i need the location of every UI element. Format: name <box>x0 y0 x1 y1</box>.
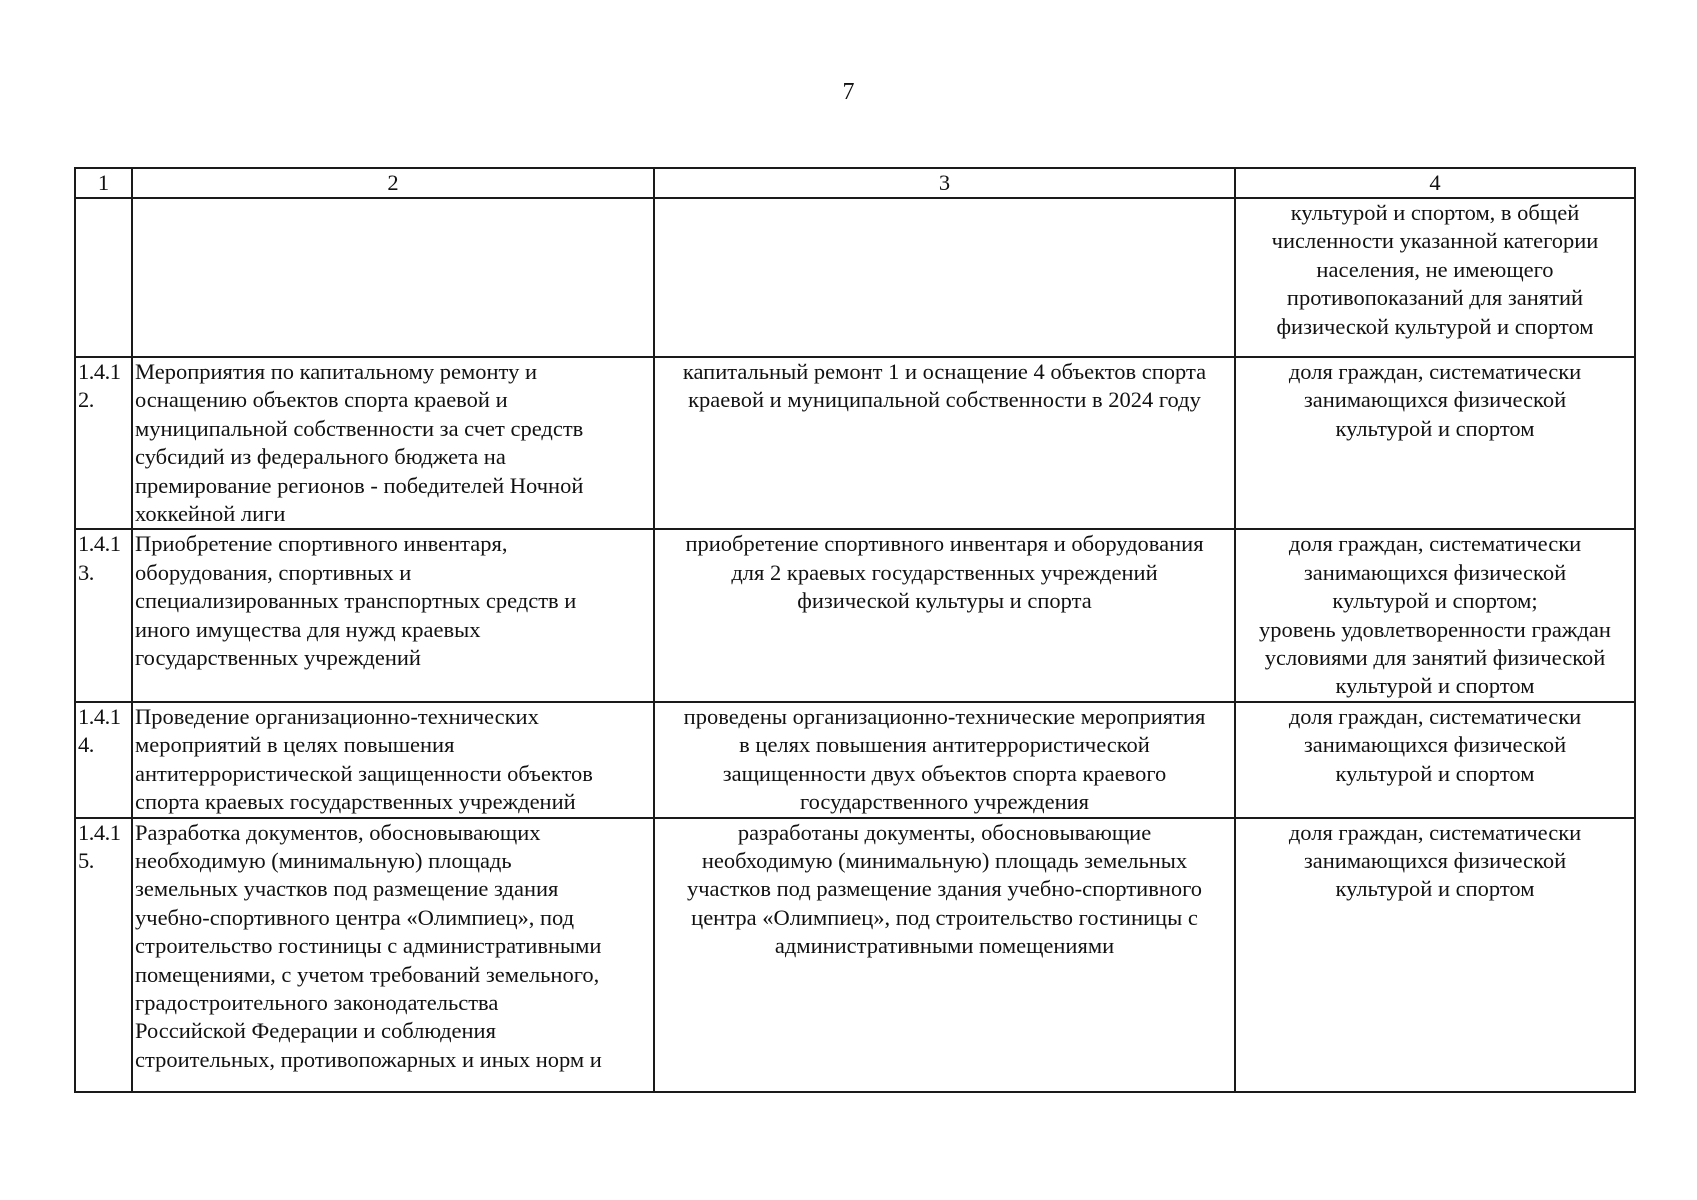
text-line: антитеррористической защищенности объектов <box>135 760 593 786</box>
table-row <box>75 529 1635 701</box>
text-line: государственных учреждений <box>135 645 421 671</box>
text-line: Мероприятия по капитальному ремонту и <box>135 359 537 384</box>
text-line: административными помещениями <box>774 933 1115 959</box>
text-line: участков под размещение здания учебно-спортивного <box>686 876 1203 902</box>
text-line: доля граждан, систематически <box>1288 819 1582 845</box>
text-line: защищенности двух объектов спорта краевого <box>722 760 1167 786</box>
text-line: иного имущества для нужд краевых <box>135 616 481 642</box>
text-line: условиями для занятий физической <box>1264 645 1606 671</box>
text-line: 3. <box>78 559 94 585</box>
measure-name-cell <box>132 357 654 529</box>
text-line: мероприятий в целях повышения <box>135 732 455 758</box>
text-line: специализированных транспортных средств и <box>135 588 577 614</box>
text-line: Приобретение спортивного инвентаря, <box>135 531 508 557</box>
text-line: Российской Федерации и соблюдения <box>135 1018 496 1044</box>
text-line: культурой и спортом <box>1335 760 1535 786</box>
text-line: муниципальной собственности за счет средств <box>135 415 584 441</box>
text-line: необходимую (минимальную) площадь земельных <box>701 847 1188 873</box>
text-line: доля граждан, систематически <box>1288 359 1582 384</box>
measure-name-cell <box>132 529 654 701</box>
text-line: государственного учреждения <box>799 789 1090 815</box>
row-number-cell <box>75 357 132 529</box>
text-line: культурой и спортом, в общей <box>1290 200 1580 225</box>
text-line: в целях повышения антитеррористической <box>739 732 1150 758</box>
text-line: краевой и муниципальной собственности в 2024 году <box>688 387 1201 413</box>
text-line: культурой и спортом; <box>1332 588 1538 614</box>
text-line: спорта краевых государственных учреждений <box>135 789 576 815</box>
expected-result-cell <box>654 818 1235 1092</box>
table-row <box>75 198 1635 357</box>
table-row <box>75 357 1635 529</box>
text-line: культурой и спортом <box>1335 673 1535 699</box>
text-line: доля граждан, систематически <box>1288 703 1582 729</box>
expected-result-cell <box>654 357 1235 529</box>
text-line: занимающихся физической <box>1303 847 1567 873</box>
text-line: проведены организационно-технические мероприятия <box>683 703 1206 729</box>
text-line: Проведение организационно-технических <box>135 703 539 729</box>
text-line: градостроительного законодательства <box>135 989 499 1015</box>
text-line: 1.4.1 <box>78 819 121 845</box>
text-line: разработаны документы, обосновывающие <box>737 819 1152 845</box>
text-line: помещениями, с учетом требований земельного, <box>135 961 600 987</box>
page-number: 7 <box>842 79 855 105</box>
text-line: центра «Олимпиец», под строительство гостиницы с <box>691 904 1198 930</box>
text-line: необходимую (минимальную) площадь <box>135 847 512 873</box>
measures-table <box>74 167 1636 1093</box>
text-line: населения, не имеющего <box>1316 256 1554 282</box>
row-number-cell <box>75 702 132 818</box>
text-line: оснащению объектов спорта краевой и <box>135 387 508 413</box>
text-line: 1.4.1 <box>78 359 121 384</box>
text-line: земельных участков под размещение здания <box>135 876 559 902</box>
measure-name-cell <box>132 818 654 1092</box>
text-line: премирование регионов - победителей Ночной <box>135 472 584 498</box>
text-line: доля граждан, систематически <box>1288 531 1582 557</box>
text-line: физической культуры и спорта <box>797 588 1092 614</box>
text-line: занимающихся физической <box>1303 732 1567 758</box>
text-line: приобретение спортивного инвентаря и оборудования <box>685 531 1204 557</box>
text-line: физической культурой и спортом <box>1276 313 1594 339</box>
text-line: 1.4.1 <box>78 531 121 557</box>
text-line: для 2 краевых государственных учреждений <box>731 559 1158 585</box>
indicator-cell <box>1235 529 1635 701</box>
text-line: культурой и спортом <box>1335 876 1535 902</box>
text-line: хоккейной лиги <box>135 501 286 527</box>
indicator-cell <box>1235 702 1635 818</box>
text-line: численности указанной категории <box>1271 228 1599 254</box>
text-line: 4. <box>78 732 94 758</box>
column-header-4: 4 <box>1235 168 1635 198</box>
indicator-cell <box>1235 198 1635 357</box>
row-number-cell <box>75 198 132 357</box>
text-line: занимающихся физической <box>1303 387 1567 413</box>
text-line: капитальный ремонт 1 и оснащение 4 объектов спорта <box>682 359 1207 384</box>
expected-result-cell <box>654 529 1235 701</box>
expected-result-cell <box>654 198 1235 357</box>
column-header-3: 3 <box>654 168 1235 198</box>
table-header-row <box>75 168 1635 198</box>
indicator-cell <box>1235 818 1635 1092</box>
text-line: учебно-спортивного центра «Олимпиец», под <box>135 904 575 930</box>
text-line: уровень удовлетворенности граждан <box>1259 616 1611 642</box>
table-row <box>75 702 1635 818</box>
column-header-1: 1 <box>75 168 132 198</box>
text-line: 5. <box>78 847 94 873</box>
measure-name-cell <box>132 198 654 357</box>
text-line: Разработка документов, обосновывающих <box>135 819 541 845</box>
text-line: субсидий из федерального бюджета на <box>135 444 506 470</box>
column-header-2: 2 <box>132 168 654 198</box>
text-line: 1.4.1 <box>78 703 121 729</box>
text-line: оборудования, спортивных и <box>135 559 412 585</box>
measure-name-cell <box>132 702 654 818</box>
text-line: культурой и спортом <box>1335 415 1535 441</box>
row-number-cell <box>75 818 132 1092</box>
text-line: 2. <box>78 387 94 413</box>
indicator-cell <box>1235 357 1635 529</box>
text-line: занимающихся физической <box>1303 559 1567 585</box>
text-line: строительных, противопожарных и иных норм и <box>135 1046 602 1072</box>
text-line: строительство гостиницы с административными <box>135 933 602 959</box>
text-line: противопоказаний для занятий <box>1286 285 1584 311</box>
table-row <box>75 818 1635 1092</box>
table-body <box>75 198 1635 1092</box>
expected-result-cell <box>654 702 1235 818</box>
row-number-cell <box>75 529 132 701</box>
